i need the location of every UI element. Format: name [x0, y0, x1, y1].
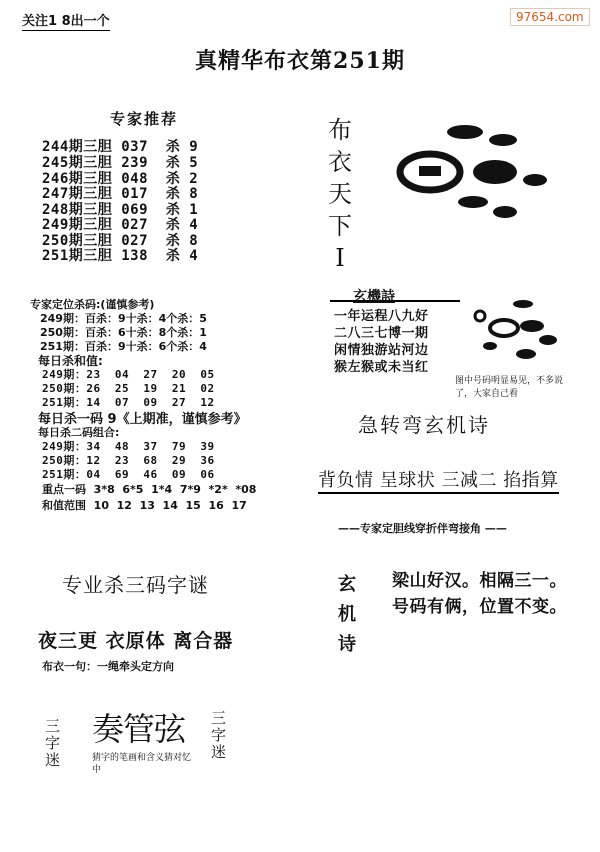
poem-title: 玄機詩 [353, 289, 395, 305]
daily-sum-row: 250期：26 25 19 21 02 [42, 382, 215, 395]
daily-sum-title: 每日杀和值: [38, 354, 103, 368]
pick-row: 247期三胆 017 杀 8 [42, 186, 199, 202]
coin-shape [447, 125, 483, 139]
poem-line: 闲情独游站河边 [334, 343, 429, 358]
riddle-hint: 猜字的笔画和含义猜对忆中 [92, 753, 192, 775]
pick-row: 251期三胆 138 杀 4 [42, 248, 199, 264]
positioning-row: 249期：百杀：9十杀：4个杀：5 [40, 312, 207, 325]
picture-note: 图中号码明显易见，不多说了，大家自己看 [455, 376, 564, 399]
riddle-word: 奏管弦 [92, 710, 186, 748]
poem-line: 一年运程八九好 [334, 309, 429, 324]
coin-shape [493, 206, 517, 218]
expert-section-title: 专家推荐 [110, 110, 179, 128]
two-code-row: 249期：34 48 37 79 39 [42, 440, 215, 453]
positioning-row: 250期：百杀：6十杀：8个杀：1 [40, 326, 207, 339]
pick-row: 246期三胆 048 杀 2 [42, 171, 199, 187]
sum-range-row: 和值范围 10 12 13 14 15 16 17 [42, 499, 247, 512]
two-code-title: 每日杀二码组合: [38, 426, 120, 439]
coin-shape [539, 335, 557, 345]
divider-note: ——专家定胆线穿折伴弯接角 —— [338, 522, 507, 535]
site-watermark[interactable]: 97654.com [510, 8, 590, 26]
buyi-sentence: 布衣一句：一绳牵头定方向 [42, 660, 174, 673]
coin-shape [458, 196, 488, 208]
coin-shape [513, 300, 533, 308]
coin-shape [516, 349, 536, 359]
xuanji-vertical-title: 玄机诗 [338, 574, 356, 655]
coin-shape [490, 320, 518, 336]
coin-shape [523, 174, 547, 186]
daily-sum-row: 251期：14 07 09 27 12 [42, 396, 215, 409]
page-title: 真精华布衣第251期 [195, 48, 405, 74]
positioning-row: 251期：百杀：9十杀：6个杀：4 [40, 340, 207, 353]
daily-sum-row: 249期：23 04 27 20 05 [42, 368, 215, 381]
coin-shape [489, 134, 517, 146]
xuanji-line: 号码有俩，位置不变。 [392, 597, 567, 617]
one-code-title: 每日杀一码 9《上期准，谨慎参考》 [38, 412, 247, 427]
riddle-title: 专业杀三码字谜 [62, 573, 209, 597]
riddle-left-vertical: 三字迷 [43, 718, 61, 769]
small-coin-drawing [468, 298, 563, 368]
positioning-title: 专家定位杀码:(谨慎参考) [30, 298, 155, 311]
pick-row: 245期三胆 239 杀 5 [42, 155, 199, 171]
coin-shape [419, 166, 441, 176]
two-code-row: 251期：04 69 46 09 06 [42, 468, 215, 481]
key-code-row: 重点一码 3*8 6*5 1*4 7*9 *2* *08 [42, 483, 257, 496]
poem-line: 二八三七博一期 [334, 326, 429, 341]
urgent-answer: 背负情 呈球状 三减二 掐指算 [318, 466, 559, 494]
pick-row: 249期三胆 027 杀 4 [42, 217, 199, 233]
poem-line: 猴左猴或未当红 [334, 360, 429, 375]
xuanji-line: 梁山好汉。相隔三一。 [392, 571, 567, 591]
riddle-answer: 夜三更 衣原体 离合器 [38, 630, 234, 652]
urgent-title: 急转弯玄机诗 [358, 413, 490, 437]
coin-shape [520, 320, 544, 332]
two-code-row: 250期：12 23 68 29 36 [42, 454, 215, 467]
top-note: 关注1 8出一个 [22, 10, 110, 31]
coin-shape [483, 342, 497, 350]
riddle-right-vertical: 三字迷 [209, 710, 227, 761]
coin-drawing [385, 120, 555, 230]
pick-row: 250期三胆 027 杀 8 [42, 233, 199, 249]
buyi-vertical-title: 布衣天下I [328, 116, 352, 272]
coin-shape [473, 160, 517, 184]
pick-row: 248期三胆 069 杀 1 [42, 202, 199, 218]
pick-row: 244期三胆 037 杀 9 [42, 139, 199, 155]
coin-shape [475, 311, 485, 321]
